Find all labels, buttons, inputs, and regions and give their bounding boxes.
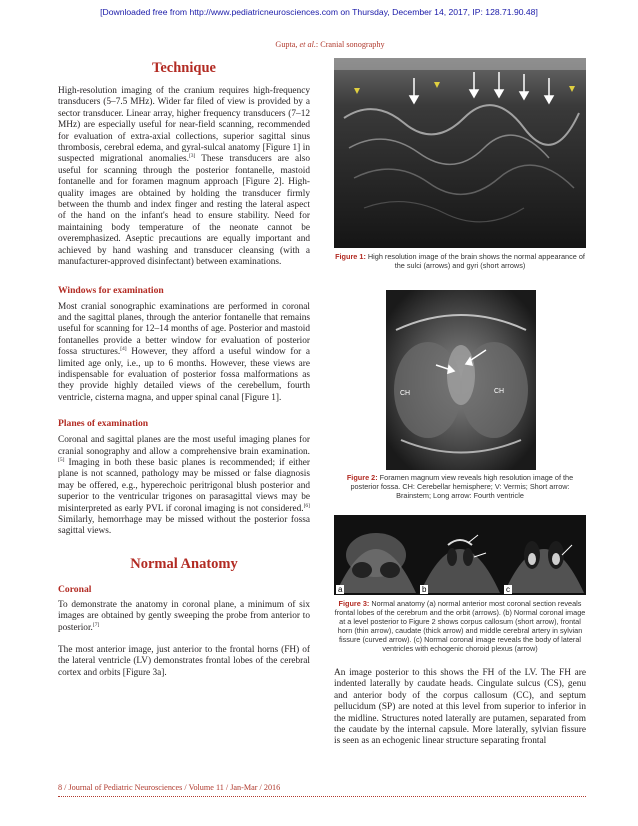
figure-2-label: Figure 2:: [346, 473, 378, 482]
figure-3-panel-a-label: a: [338, 585, 343, 594]
running-head-author: Gupta,: [275, 40, 300, 49]
windows-heading: Windows for examination: [58, 284, 164, 296]
figure-1-caption: [334, 252, 586, 270]
running-head-title: : Cranial sonography: [315, 40, 385, 49]
figure-3-caption: [334, 599, 586, 653]
figure-2-ch-left-label: CH: [400, 390, 411, 397]
figure-3b-image: [418, 515, 502, 595]
technique-text-b: These transducers are also useful for scanning through the posterior fontanelle, mastoid fontanelle and for foramen magnum approach [Figure 2]. High-quality images are obtained by holding the transducer firmly between the thumb and index finger and resting the lateral aspect of the hand on the infant's head to ensure stability. Need for maintaining body temperature of the neonate cannot be overemphasized. Aseptic precautions are equally important and achieved by hand washing and transducer cleansing (with a manufacturer-approved disinfectant) between examinations.: [58, 154, 310, 268]
planes-text-a: Coronal and sagittal planes are the most useful imaging planes for cranial sonography and allow a comprehensive brain examination.: [58, 435, 310, 457]
planes-text-b: Imaging in both these basic planes is recommended; if either plane is not scanned, pathology may be missed or false diagnosis may be offered, e.g., hyperechoic peritrigonal blush posterior and superior to the ventricular trigones on parasagittal views may be misinterpreted as early PVL if coronal imaging is not considered.: [58, 457, 310, 514]
windows-paragraph: [58, 302, 310, 405]
figure-1-text: High resolution image of the brain shows the normal appearance of the sulci (arrows) and gyri (short arrows): [365, 252, 585, 270]
figure-3-panel-c-label: c: [506, 585, 510, 594]
coronal-paragraph-2: The most anterior image, just anterior to the frontal horns (FH) of the lateral ventricle (LV) demonstrates frontal lobes of the cerebral cortex and orbits [Figure 3a].: [58, 645, 310, 678]
right-column-paragraph: An image posterior to this shows the FH of the LV. The FH are indented laterally by caudate heads. Cingulate sulcus (CS), genu and anterior body of the corpus callosum (CC), and septum pellucidum (SP) are noted at this level from superior to inferior in the midline. Structures noted laterally are putamen, separated from the caudate by the internal capsule. More laterally, sylvian fissure is seen as an echogenic linear structure separating frontal: [334, 668, 586, 747]
planes-text-c: Similarly, hemorrhage may be missed without the posterior fossa sagittal views.: [58, 515, 310, 537]
figure-3a-image: [334, 515, 418, 595]
technique-heading: Technique: [152, 60, 216, 76]
windows-text-a: Most cranial sonographic examinations are performed in coronal and the sagittal planes, through the anterior fontanelle that remains useful for scanning for 12–14 months of age. Posterior and mastoid fontanelles provide a better window for evaluation of posterior fossa structures.: [58, 301, 310, 358]
windows-text-b: However, they afford a useful window for a limited age only, i.e., up to 6 months. However, these views are indispensable for evaluation of posterior fossa malformations as they provide highly detailed views of the cerebellum, fourth ventricle, cisterna magna, and upper spinal canal [Figure 1].: [58, 347, 310, 403]
figure-1-label: Figure 1:: [335, 252, 366, 261]
figure-3-panel-b-label: b: [422, 585, 427, 594]
figure-3-text: Normal anatomy (a) normal anterior most coronal section reveals frontal lobes of the cerebrum and the orbit (arrows). (b) Normal coronal image at a level posterior to Figure 2 shows corpus callosum (short arrow), frontal horn (thin arrow), caudate (thick arrow) and middle cerebral artery in sylvian fissure (curved arrow). (c) Normal coronal image reveals the body of lateral ventricles with echogenic choroid plexus (arrow): [334, 599, 586, 653]
normal-anatomy-heading: Normal Anatomy: [130, 555, 238, 572]
technique-ref: [3]: [188, 153, 196, 160]
planes-paragraph: [58, 435, 310, 538]
figure-3c-image: [502, 515, 586, 595]
figure-2-image: [386, 290, 536, 470]
page-footer: 8 / Journal of Pediatric Neurosciences / Volume 11 / Jan-Mar / 2016: [58, 783, 281, 792]
coronal-paragraph-1: [58, 600, 310, 634]
left-column: [58, 58, 310, 679]
figure-3-panel-b: [418, 515, 502, 595]
coronal-ref: [7]: [92, 621, 100, 628]
technique-paragraph: [58, 86, 310, 269]
figure-1-image: [334, 58, 586, 248]
figure-1-ultrasound: [334, 58, 586, 248]
planes-ref-2: [6]: [303, 502, 310, 509]
planes-ref-1: [5]: [58, 456, 65, 463]
figure-3-label: Figure 3:: [338, 599, 370, 608]
planes-heading: Planes of examination: [58, 418, 149, 430]
figure-3-panel-a: [334, 515, 418, 595]
technique-text-a: High-resolution imaging of the cranium requires high-frequency transducers (5–7.5 MHz). Wider far filed of view is provided by a sector transducer. Linear array, higher frequency transducers (7–12 MHz) are especially useful for near-field scanning, recommended for evaluation of extra-axial collections, superior sagittal sinus thrombosis, cerebral edema, and gyral-sulcal anatomy [Figure 1] in suspected migrational anomalies.: [58, 86, 310, 165]
running-head-etal: et al.: [299, 40, 316, 49]
coronal-heading: Coronal: [58, 583, 92, 595]
figure-2-ultrasound: [386, 290, 536, 470]
figure-3-panel-c: [502, 515, 586, 595]
download-banner: [Downloaded free from http://www.pediatricneurosciences.com on Thursday, December 14, 2017, IP: 128.71.90.48]: [100, 7, 538, 17]
windows-ref: [4]: [120, 346, 127, 353]
running-head: [230, 40, 430, 49]
figure-2-text: Foramen magnum view reveals high resolution image of the posterior fossa. CH: Cerebellar hemisphere; V: Vermis; Short arrow: Brainstem; Long arrow: Fourth ventricle: [350, 473, 574, 500]
footer-dotted-rule: [58, 796, 586, 797]
coronal-text-a: To demonstrate the anatomy in coronal plane, a minimum of six images are obtained by gently sweeping the probe from anterior to posterior.: [58, 599, 310, 633]
right-column: [334, 668, 586, 748]
figure-2-caption: [344, 473, 576, 500]
figure-2-ch-right-label: CH: [494, 388, 505, 395]
